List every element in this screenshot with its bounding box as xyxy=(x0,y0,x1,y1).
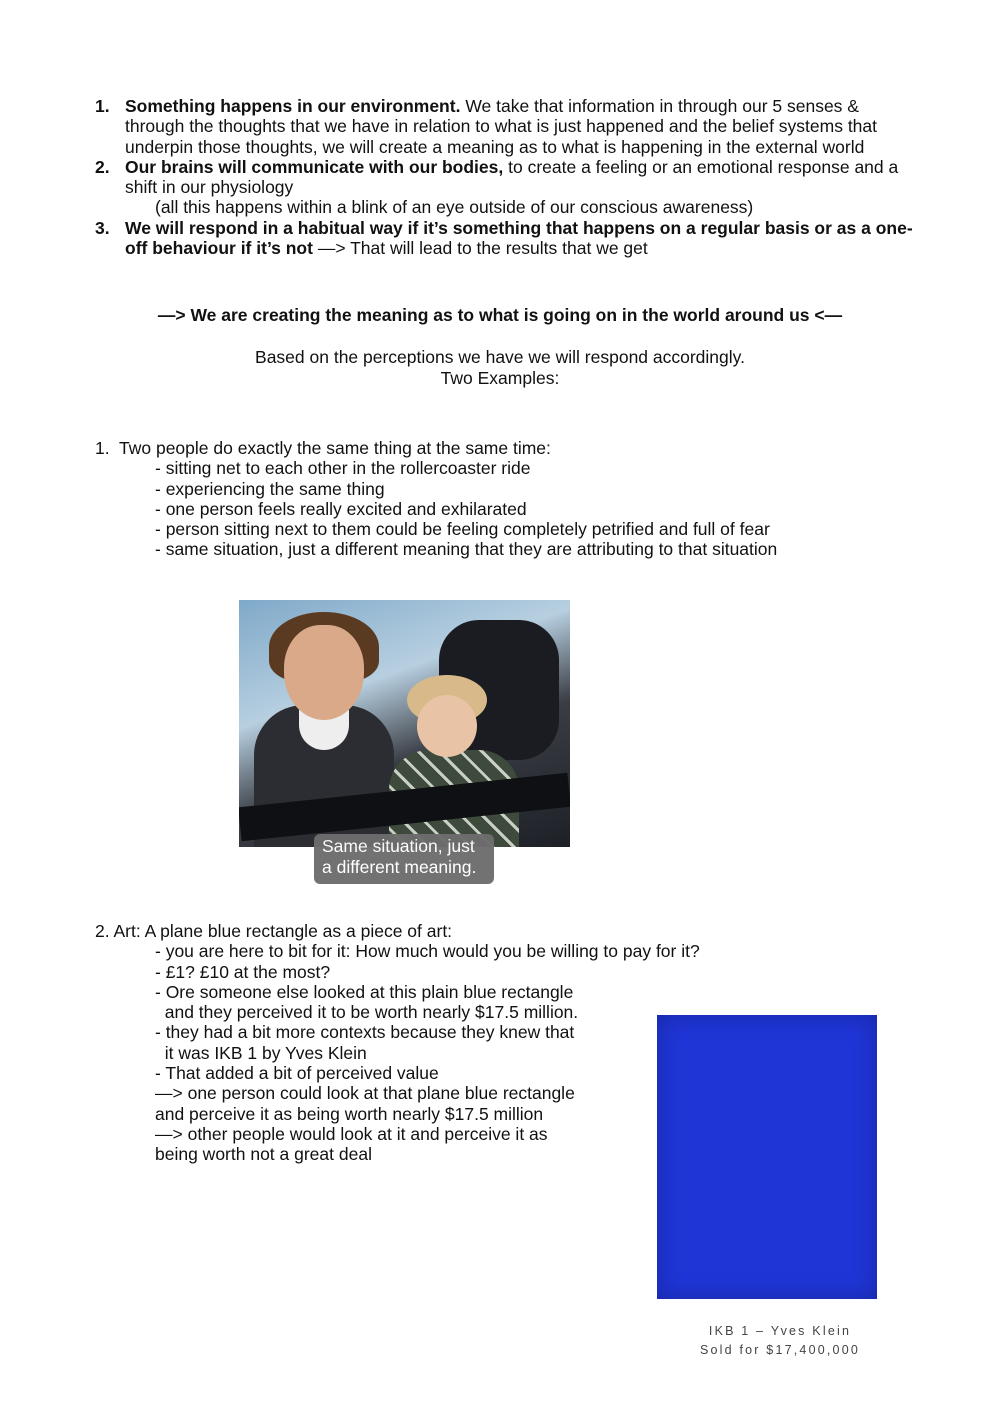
example-rollercoaster xyxy=(95,438,777,560)
step-text: to create a feeling or an emotional response and a shift in our physiology xyxy=(125,156,899,198)
artwork-caption-sold: Sold for $17,400,000 xyxy=(699,1343,861,1357)
list-item: - same situation, just a different meaning that they are attributing to that situation xyxy=(155,539,778,560)
ikb-blue-painting xyxy=(657,1015,877,1299)
rollercoaster-photo xyxy=(239,600,570,847)
list-item: being worth not a great deal xyxy=(155,1144,372,1165)
step-text: We take that information in through our 5 senses & through the thoughts that we have in relation to what is just happened and the belief systems that underpin those thoughts, we will create a meaning as to what is happening in the external world xyxy=(125,96,878,157)
woman-face xyxy=(284,625,364,720)
example-bullets xyxy=(95,941,700,1164)
step-heading: We will respond in a habitual way if it’s something that happens on a regular basis or as a one-off behaviour if it’s not xyxy=(125,217,913,259)
list-item: - you are here to bit for it: How much would you be willing to pay for it? xyxy=(155,941,700,962)
list-item: —> other people would look at it and perceive it as xyxy=(155,1123,548,1144)
example-art xyxy=(95,921,700,1165)
examples-heading: Two Examples: xyxy=(440,368,560,388)
list-item: - person sitting next to them could be feeling completely petrified and full of fear xyxy=(155,519,770,540)
caption-line: a different meaning. xyxy=(322,857,477,877)
list-item: - experiencing the same thing xyxy=(155,478,385,499)
list-item: - Ore someone else looked at this plain blue rectangle xyxy=(155,981,574,1002)
step-number: 2. xyxy=(95,156,110,177)
key-message: —> We are creating the meaning as to what is going on in the world around us <— xyxy=(157,305,843,325)
caption-line: Same situation, just xyxy=(322,836,475,856)
step-heading: Something happens in our environment. xyxy=(125,96,461,116)
example-title: 1. Two people do exactly the same thing at the same time: xyxy=(95,438,551,458)
list-item: it was IKB 1 by Yves Klein xyxy=(155,1042,367,1063)
example-title: 2. Art: A plane blue rectangle as a piece of art: xyxy=(95,921,453,941)
list-item: and they perceived it to be worth nearly $17.5 million. xyxy=(155,1002,579,1023)
process-steps-list xyxy=(95,96,915,258)
step-item xyxy=(95,96,915,157)
step-number: 3. xyxy=(95,217,110,238)
artwork-caption-title: IKB 1 – Yves Klein xyxy=(708,1324,852,1338)
step-heading: Our brains will communicate with our bodies, xyxy=(125,156,504,177)
list-item: - sitting net to each other in the rollercoaster ride xyxy=(155,458,531,479)
list-item: and perceive it as being worth nearly $17.5 million xyxy=(155,1103,544,1124)
list-item: - That added a bit of perceived value xyxy=(155,1063,439,1084)
step-item xyxy=(95,218,915,259)
list-item: - £1? £10 at the most? xyxy=(155,961,331,982)
step-note: (all this happens within a blink of an eye outside of our conscious awareness) xyxy=(155,197,754,218)
boy-face xyxy=(417,695,477,757)
list-item: - one person feels really excited and exhilarated xyxy=(155,498,527,519)
list-item: - they had a bit more contexts because they knew that xyxy=(155,1022,575,1043)
list-item: —> one person could look at that plane blue rectangle xyxy=(155,1083,575,1104)
photo-caption xyxy=(314,834,494,884)
step-text: —> That will lead to the results that we get xyxy=(312,238,648,259)
step-item xyxy=(95,157,915,198)
step-number: 1. xyxy=(95,96,110,116)
perception-line: Based on the perceptions we have we will respond accordingly. xyxy=(255,347,745,367)
example-bullets xyxy=(95,458,777,559)
